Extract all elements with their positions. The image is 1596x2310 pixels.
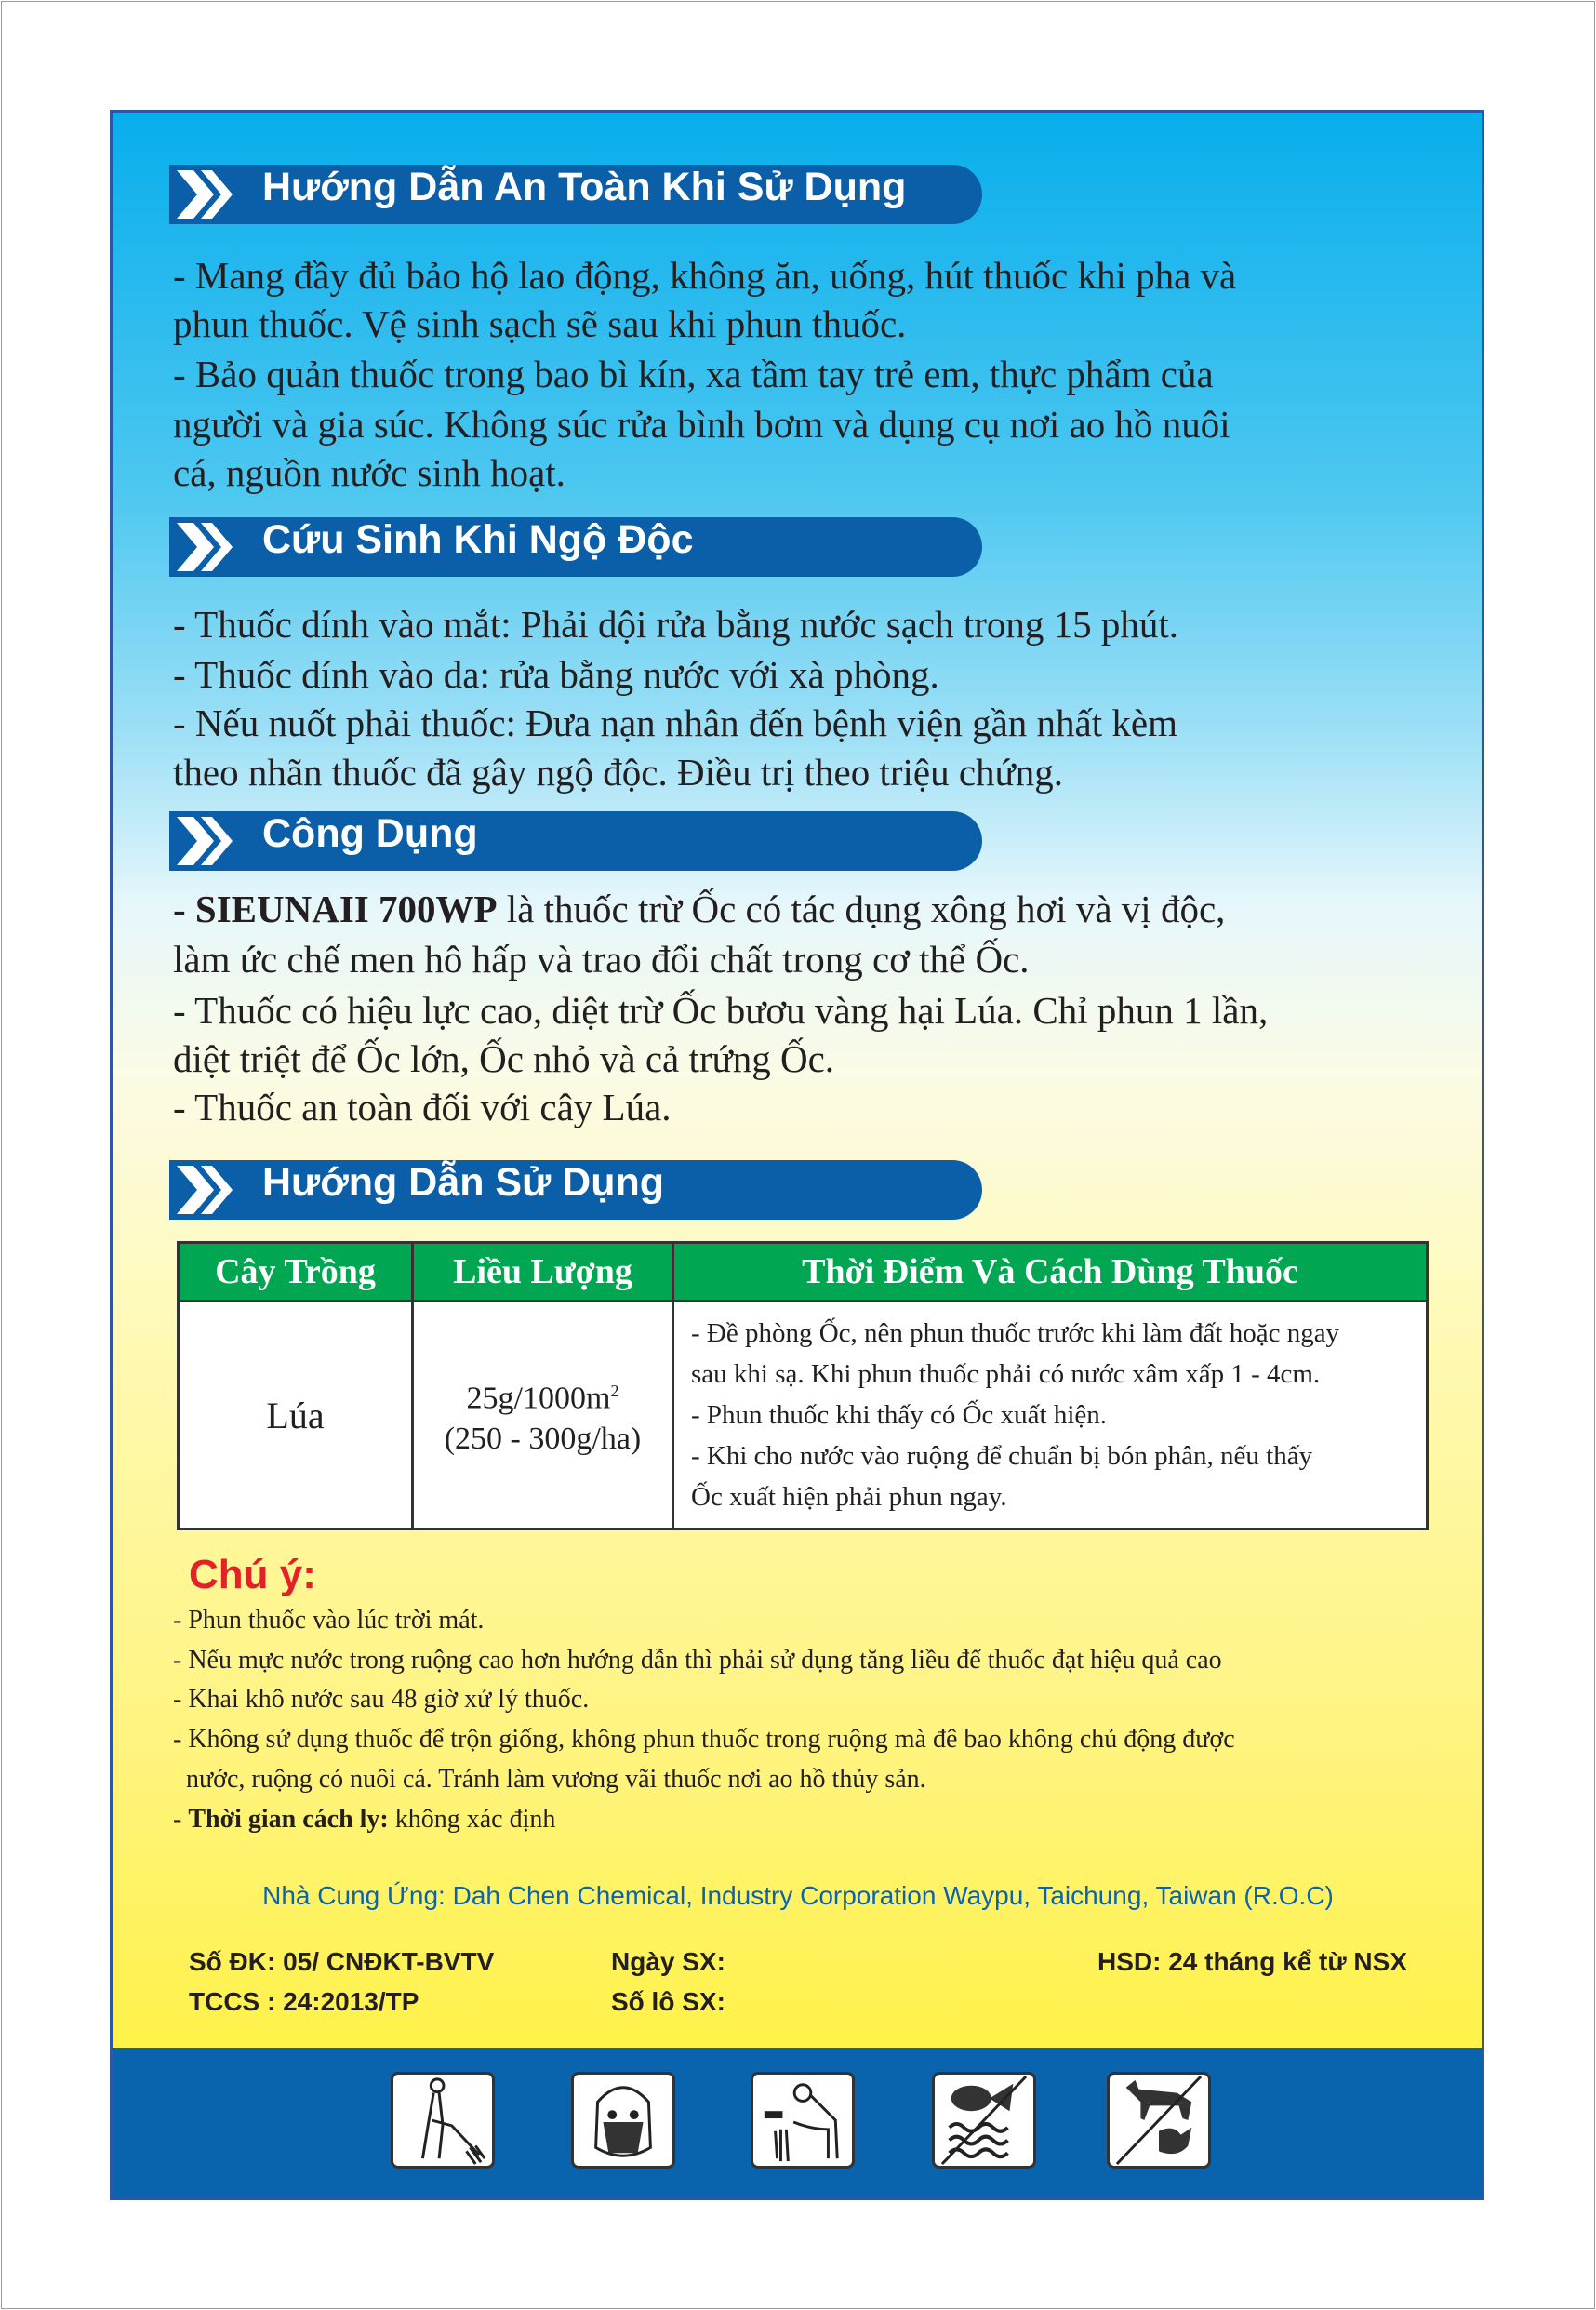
text-line: - Mang đầy đủ bảo hộ lao động, không ăn, uống, hút thuốc khi pha và xyxy=(173,254,1237,297)
double-chevron-icon xyxy=(173,170,238,219)
text-line: người và gia súc. Không súc rửa bình bơm và dụng cụ nơi ao hồ nuôi xyxy=(173,403,1230,446)
text-line: phun thuốc. Vệ sinh sạch sẽ sau khi phun thuốc. xyxy=(173,302,907,345)
text-line: làm ức chế men hô hấp và trao đổi chất trong cơ thể Ốc. xyxy=(173,938,1030,981)
double-chevron-icon xyxy=(173,1166,238,1214)
section-header-safety xyxy=(169,165,982,224)
method-line: Ốc xuất hiện phải phun ngay. xyxy=(691,1482,1007,1512)
text-line: theo nhãn thuốc đã gây ngộ độc. Điều trị theo triệu chứng. xyxy=(173,751,1063,794)
notes-title: Chú ý: xyxy=(189,1552,316,1597)
isolation-value: không xác định xyxy=(388,1805,556,1834)
method-line: - Khi cho nước vào ruộng để chuẩn bị bón phân, nếu thấy xyxy=(691,1441,1313,1471)
section-header-first-aid xyxy=(169,517,982,577)
isolation-label: Thời gian cách ly: xyxy=(188,1805,389,1834)
note-line: nước, ruộng có nuôi cá. Tránh làm vương vãi thuốc nơi ao hồ thủy sản. xyxy=(173,1765,926,1794)
supplier: Nhà Cung Ứng: Dah Chen Chemical, Industry Corporation Waypu, Taichung, Taiwan (R.O.C) xyxy=(262,1881,1334,1910)
note-line: - Nếu mực nước trong ruộng cao hơn hướng dẫn thì phải sử dụng tăng liều để thuốc đạt hiệu quả cao xyxy=(173,1646,1222,1675)
section-header-uses xyxy=(169,811,982,871)
method-line: - Phun thuốc khi thấy có Ốc xuất hiện. xyxy=(691,1400,1107,1430)
text: là thuốc trừ Ốc có tác dụng xông hơi và vị độc, xyxy=(497,888,1226,930)
text-line: - Thuốc dính vào mắt: Phải dội rửa bằng nước sạch trong 15 phút. xyxy=(173,603,1179,646)
no-fish-icon xyxy=(932,2072,1036,2169)
double-chevron-icon xyxy=(173,817,238,865)
usage-table xyxy=(177,1241,1429,1530)
method-line: - Đề phòng Ốc, nên phun thuốc trước khi làm đất hoặc ngay xyxy=(691,1318,1340,1348)
text-line: - Bảo quản thuốc trong bao bì kín, xa tầm tay trẻ em, thực phẩm của xyxy=(173,353,1214,395)
note-line: - Phun thuốc vào lúc trời mát. xyxy=(173,1606,485,1635)
section-title: Cứu Sinh Khi Ngộ Độc xyxy=(262,517,694,562)
column-header: Thời Điểm Và Cách Dùng Thuốc xyxy=(673,1243,1428,1302)
method-line: sau khi sạ. Khi phun thuốc phải có nước xâm xấp 1 - 4cm. xyxy=(691,1359,1321,1389)
tccs-standard: TCCS : 24:2013/TP xyxy=(189,1987,419,2016)
table-header-row xyxy=(179,1243,1428,1302)
product-name: SIEUNAII 700WP xyxy=(194,888,498,930)
crop-cell: Lúa xyxy=(179,1302,413,1529)
section-title: Hướng Dẫn Sử Dụng xyxy=(262,1160,665,1205)
sprayer-person-icon xyxy=(391,2072,495,2169)
isolation-line: - Thời gian cách ly: không xác định xyxy=(173,1805,556,1834)
column-header: Liều Lượng xyxy=(413,1243,673,1302)
text-line: - Thuốc có hiệu lực cao, diệt trừ Ốc bươu vàng hại Lúa. Chỉ phun 1 lần, xyxy=(173,989,1269,1032)
lot-number: Số lô SX: xyxy=(611,1987,725,2016)
no-livestock-icon xyxy=(1107,2072,1211,2169)
text-line xyxy=(173,885,1225,933)
section-title: Hướng Dẫn An Toàn Khi Sử Dụng xyxy=(262,165,907,209)
registration-number: Số ĐK: 05/ CNĐKT-BVTV xyxy=(189,1947,495,1976)
manufacture-date: Ngày SX: xyxy=(611,1947,725,1976)
face-mask-icon xyxy=(571,2072,675,2169)
dash: - xyxy=(173,888,195,930)
table-row xyxy=(179,1302,1428,1529)
dose-cell xyxy=(413,1302,673,1529)
dose-per-ha: (250 - 300g/ha) xyxy=(444,1422,642,1457)
wash-hands-icon xyxy=(751,2072,855,2169)
note-line: - Khai khô nước sau 48 giờ xử lý thuốc. xyxy=(173,1685,590,1714)
dose-rate: 25g/1000m xyxy=(466,1381,611,1416)
expiry: HSD: 24 tháng kể từ NSX xyxy=(1097,1947,1408,1976)
text-line: - Thuốc an toàn đối với cây Lúa. xyxy=(173,1086,672,1128)
text-line: cá, nguồn nước sinh hoạt. xyxy=(173,451,565,494)
section-header-directions xyxy=(169,1160,982,1220)
text-line: diệt triệt để Ốc lớn, Ốc nhỏ và cả trứng Ốc. xyxy=(173,1037,835,1080)
section-title: Công Dụng xyxy=(262,811,478,856)
method-cell xyxy=(673,1302,1428,1529)
text-line: - Thuốc dính vào da: rửa bằng nước với xà phòng. xyxy=(173,653,939,696)
column-header: Cây Trồng xyxy=(179,1243,413,1302)
double-chevron-icon xyxy=(173,523,238,571)
note-line: - Không sử dụng thuốc để trộn giống, không phun thuốc trong ruộng mà đê bao không chủ động được xyxy=(173,1725,1235,1754)
text-line: - Nếu nuốt phải thuốc: Đưa nạn nhân đến bệnh viện gần nhất kèm xyxy=(173,701,1177,744)
dose-exponent: 2 xyxy=(610,1381,619,1400)
